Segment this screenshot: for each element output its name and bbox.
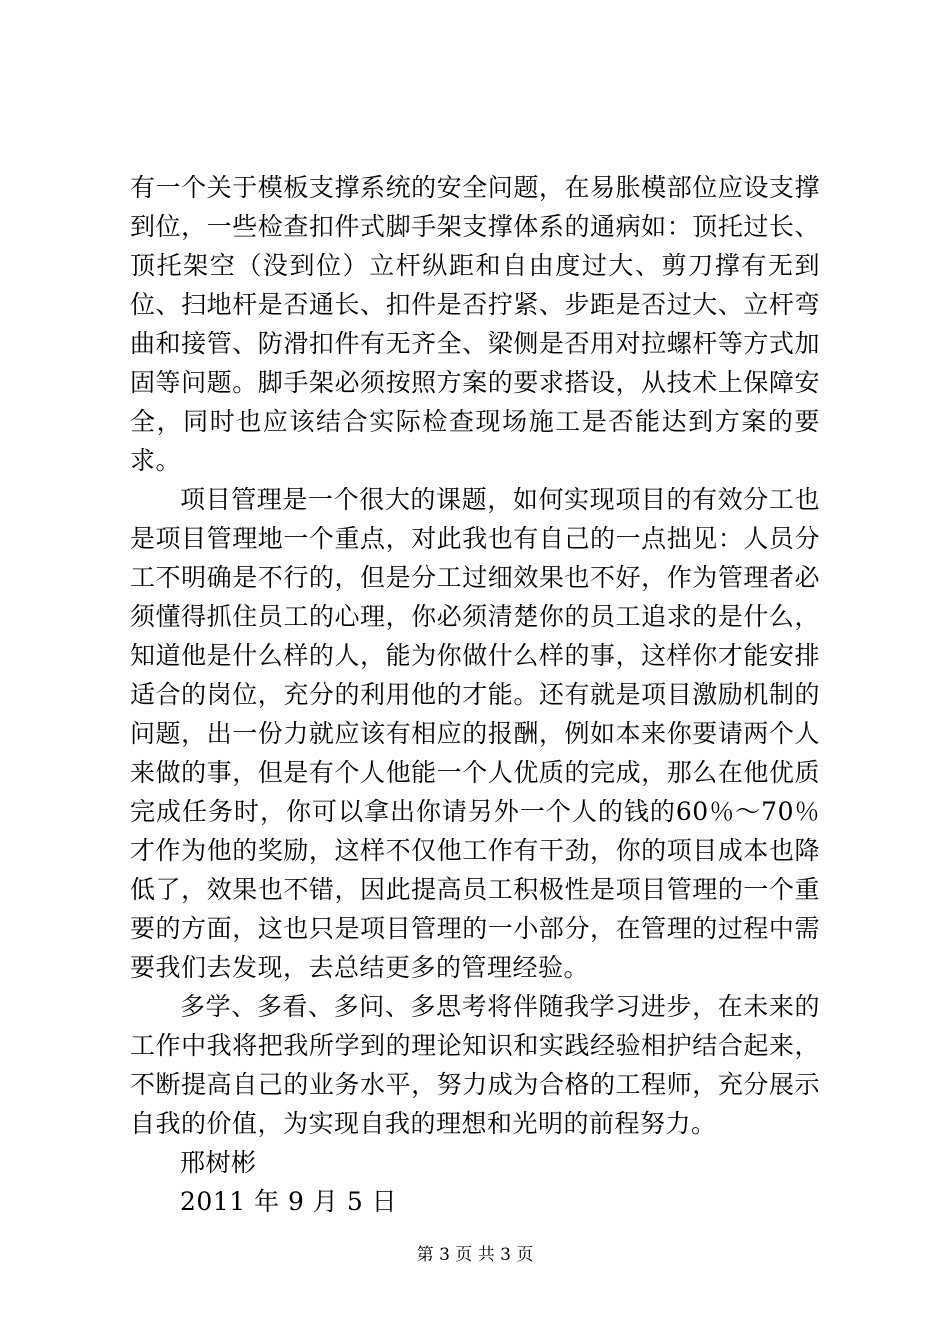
signature-date: 2011 年 9 月 5 日	[180, 1187, 398, 1216]
document-body	[130, 168, 820, 1221]
page-number-label: 第 3 页 共 3 页	[416, 1245, 534, 1265]
paragraph-project-management: 项目管理是一个很大的课题，如何实现项目的有效分工也是项目管理地一个重点，对此我也有自己的一点拙见：人员分工不明确是不行的，但是分工过细效果也不好，作为管理者必须懂得抓住员工的心理，你必须清楚你的员工追求的是什么，知道他是什么样的人，能为你做什么样的事，这样你才能安排适合的岗位，充分的利用他的才能。还有就是项目激励机制的问题，出一份力就应该有相应的报酬，例如本来你要请两个人来做的事，但是有个人他能一个人优质的完成，那么在他优质完成任务时，你可以拿出你请另外一个人的钱的60％～70％才作为他的奖励，这样不仅他工作有干劲，你的项目成本也降低了，效果也不错，因此提高员工积极性是项目管理的一个重要的方面，这也只是项目管理的一小部分，在管理的过程中需要我们去发现，去总结更多的管理经验。	[130, 485, 820, 982]
signature-name: 邢树彬	[180, 1148, 257, 1177]
page-footer	[0, 1244, 950, 1266]
paragraph-conclusion: 多学、多看、多问、多思考将伴随我学习进步，在未来的工作中我将把我所学到的理论知识和实践经验相护结合起来，不断提高自己的业务水平，努力成为合格的工程师，充分展示自我的价值，为实现自我的理想和光明的前程努力。	[130, 992, 820, 1138]
paragraph-scaffold-safety: 有一个关于模板支撑系统的安全问题，在易胀模部位应设支撑到位，一些检查扣件式脚手架支撑体系的通病如：顶托过长、顶托架空（没到位）立杆纵距和自由度过大、剪刀撑有无到位、扫地杆是否通长、扣件是否拧紧、步距是否过大、立杆弯曲和接管、防滑扣件有无齐全、梁侧是否用对拉螺杆等方式加固等问题。脚手架必须按照方案的要求搭设，从技术上保障安全，同时也应该结合实际检查现场施工是否能达到方案的要求。	[130, 173, 820, 475]
